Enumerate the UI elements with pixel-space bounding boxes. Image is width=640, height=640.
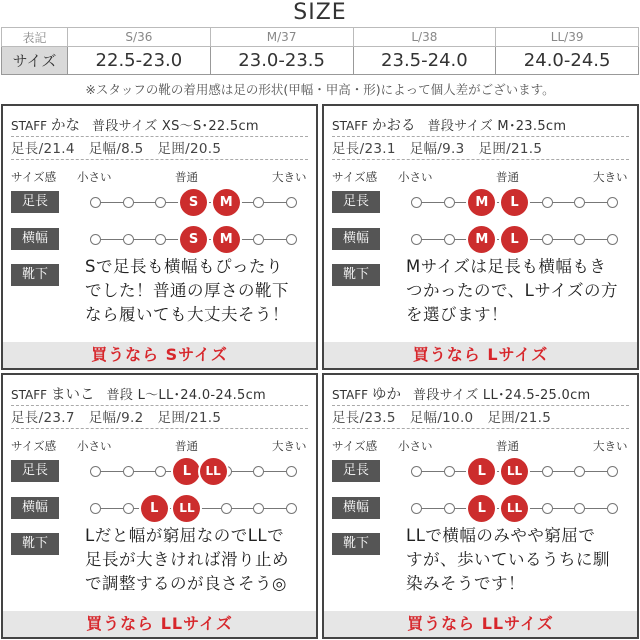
staff-normal-size: 普段 L～LL･24.0-24.5cm [106,388,266,403]
foot-measurements [11,137,310,157]
staff-header [11,383,310,403]
size-table-cell: 23.5-24.0 [353,47,496,75]
scale-dot [574,503,585,514]
scale-dot [574,234,585,245]
staff-panel [1,373,318,639]
divider [11,159,308,160]
staff-normal-size: 普段サイズ XS～S･22.5cm [92,119,259,134]
width-label: 横幅 [11,228,59,250]
foot-girth: 足囲/20.5 [157,141,222,157]
scale-dot [607,466,618,477]
fit-large-label: 大きい [593,170,628,184]
scale-dot [444,197,455,208]
staff-comment [406,524,629,596]
buy-recommendation: 買うなら Sサイズ [3,342,316,368]
comment-line: すが、歩いているうちに馴 [406,550,610,569]
fit-label: サイズ感 [332,170,378,184]
scale-dot [607,503,618,514]
scale-dot [90,197,101,208]
width-label: 横幅 [332,228,380,250]
width-scale [65,226,309,252]
fit-large-label: 大きい [593,439,628,453]
staff-name: ゆか [372,387,402,403]
scale-dot [155,197,166,208]
scale-dot [542,503,553,514]
scale-dot [90,503,101,514]
size-table-cell: 22.5-23.0 [68,47,211,75]
size-table-header-row [2,28,639,47]
scale-dot [253,503,264,514]
scale-dot [411,466,422,477]
size-marker: LL [501,458,528,485]
fit-scale-header [324,438,637,454]
scale-dot [574,466,585,477]
foot-girth: 足囲/21.5 [157,410,222,426]
comment-line: なら履いても大丈夫そう！ [85,305,289,324]
fit-small-label: 小さい [398,170,433,184]
staff-comment [406,255,629,327]
socks-label: 靴下 [11,264,59,286]
width-scale [386,495,630,521]
fit-note: ※スタッフの靴の着用感は足の形状(甲幅・甲高・形)によって個人差がございます。 [85,82,555,97]
fit-normal-label: 普通 [496,170,519,184]
fit-scale-header [3,438,316,454]
scale-dot [90,234,101,245]
size-table-header-cell: 表記 [2,28,68,47]
comment-line: Lだと幅が窮屈なのでLLで [85,526,285,545]
buy-recommendation: 買うなら Lサイズ [324,342,637,368]
length-label: 足長 [11,191,59,213]
width-scale [386,226,630,252]
comment-line: 染みそうです！ [406,574,525,593]
size-marker: LL [501,495,528,522]
size-table-header-cell: L/38 [353,28,496,47]
scale-dot [155,466,166,477]
fit-small-label: 小さい [77,170,112,184]
socks-label: 靴下 [332,533,380,555]
divider [332,159,629,160]
fit-scale-header [324,169,637,185]
comment-line: 足長が大きければ滑り止め [85,550,289,569]
size-marker: M [468,226,495,253]
staff-label: STAFF [11,119,48,133]
scale-dot [253,234,264,245]
staff-normal-size: 普段サイズ LL･24.5-25.0cm [413,388,591,403]
staff-header [332,383,631,403]
size-table [1,27,639,75]
comment-line: でした！普通の厚さの靴下 [85,281,289,300]
fit-small-label: 小さい [398,439,433,453]
comment-line: Mサイズは足長も横幅もき [406,257,607,276]
fit-large-label: 大きい [272,439,307,453]
scale-dot [542,234,553,245]
fit-label: サイズ感 [11,439,57,453]
divider [11,428,308,429]
size-table-header-cell: S/36 [68,28,211,47]
buy-recommendation: 買うなら LLサイズ [324,611,637,637]
fit-scale-header [3,169,316,185]
size-marker: LL [200,458,227,485]
staff-label: STAFF [332,388,369,402]
foot-length: 足長/21.4 [11,141,75,157]
staff-label: STAFF [332,119,369,133]
length-scale [386,189,630,215]
foot-width: 足幅/9.2 [88,410,144,426]
width-label: 横幅 [11,497,59,519]
size-marker: L [501,189,528,216]
length-scale [65,189,309,215]
size-table-header-cell: LL/39 [496,28,639,47]
foot-measurements [332,137,631,157]
comment-line: LLで横幅のみやや窮屈で [406,526,596,545]
scale-dot [123,503,134,514]
scale-dot [253,466,264,477]
size-table-row-label: サイズ [2,47,68,75]
comment-line: で調整するのが良さそう◎ [85,574,287,593]
foot-measurements [332,406,631,426]
size-marker: L [468,495,495,522]
foot-width: 足幅/8.5 [88,141,144,157]
foot-girth: 足囲/21.5 [478,141,543,157]
staff-label: STAFF [11,388,48,402]
foot-girth: 足囲/21.5 [487,410,552,426]
socks-label: 靴下 [332,264,380,286]
staff-name: まいこ [51,387,95,403]
size-table-cell: 23.0-23.5 [210,47,353,75]
scale-dot [221,503,232,514]
length-scale [65,458,309,484]
scale-dot [253,197,264,208]
size-marker: M [213,226,240,253]
staff-name: かおる [372,118,416,134]
fit-label: サイズ感 [11,170,57,184]
foot-length: 足長/23.7 [11,410,75,426]
size-marker: L [173,458,200,485]
length-scale [386,458,630,484]
length-label: 足長 [332,191,380,213]
size-table-header-cell: M/37 [210,28,353,47]
width-scale [65,495,309,521]
foot-width: 足幅/10.0 [409,410,474,426]
scale-dot [123,466,134,477]
scale-dot [444,234,455,245]
scale-dot [607,234,618,245]
scale-dot [542,197,553,208]
fit-normal-label: 普通 [175,170,198,184]
length-label: 足長 [332,460,380,482]
size-marker: L [501,226,528,253]
size-marker: S [180,226,207,253]
length-label: 足長 [11,460,59,482]
fit-large-label: 大きい [272,170,307,184]
staff-comment [85,255,308,327]
staff-panel [322,373,639,639]
scale-dot [607,197,618,208]
fit-normal-label: 普通 [175,439,198,453]
staff-panel [1,104,318,370]
scale-dot [286,234,297,245]
scale-dot [286,197,297,208]
staff-panel [322,104,639,370]
page-title: SIZE [293,0,347,25]
fit-label: サイズ感 [332,439,378,453]
comment-line: を選びます！ [406,305,508,324]
size-marker: M [468,189,495,216]
size-marker: L [141,495,168,522]
size-marker: L [468,458,495,485]
socks-label: 靴下 [11,533,59,555]
scale-dot [286,466,297,477]
size-marker: S [180,189,207,216]
scale-dot [542,466,553,477]
comment-line: つかったので、Lサイズの方 [406,281,619,300]
scale-dot [411,197,422,208]
scale-dot [123,197,134,208]
scale-dot [411,234,422,245]
scale-dot [444,466,455,477]
fit-small-label: 小さい [77,439,112,453]
scale-dot [123,234,134,245]
fit-normal-label: 普通 [496,439,519,453]
width-label: 横幅 [332,497,380,519]
staff-header [11,114,310,134]
scale-dot [286,503,297,514]
scale-dot [90,466,101,477]
scale-dot [574,197,585,208]
comment-line: Sで足長も横幅もぴったり [85,257,283,276]
buy-recommendation: 買うなら LLサイズ [3,611,316,637]
size-marker: M [213,189,240,216]
staff-name: かな [51,118,81,134]
scale-dot [155,234,166,245]
size-table-cell: 24.0-24.5 [496,47,639,75]
staff-normal-size: 普段サイズ M･23.5cm [427,119,567,134]
foot-length: 足長/23.1 [332,141,396,157]
staff-header [332,114,631,134]
divider [332,428,629,429]
size-marker: LL [173,495,200,522]
foot-length: 足長/23.5 [332,410,396,426]
foot-measurements [11,406,310,426]
staff-comment [85,524,308,596]
scale-dot [444,503,455,514]
foot-width: 足幅/9.3 [409,141,465,157]
scale-dot [411,503,422,514]
size-table-row [2,47,639,75]
